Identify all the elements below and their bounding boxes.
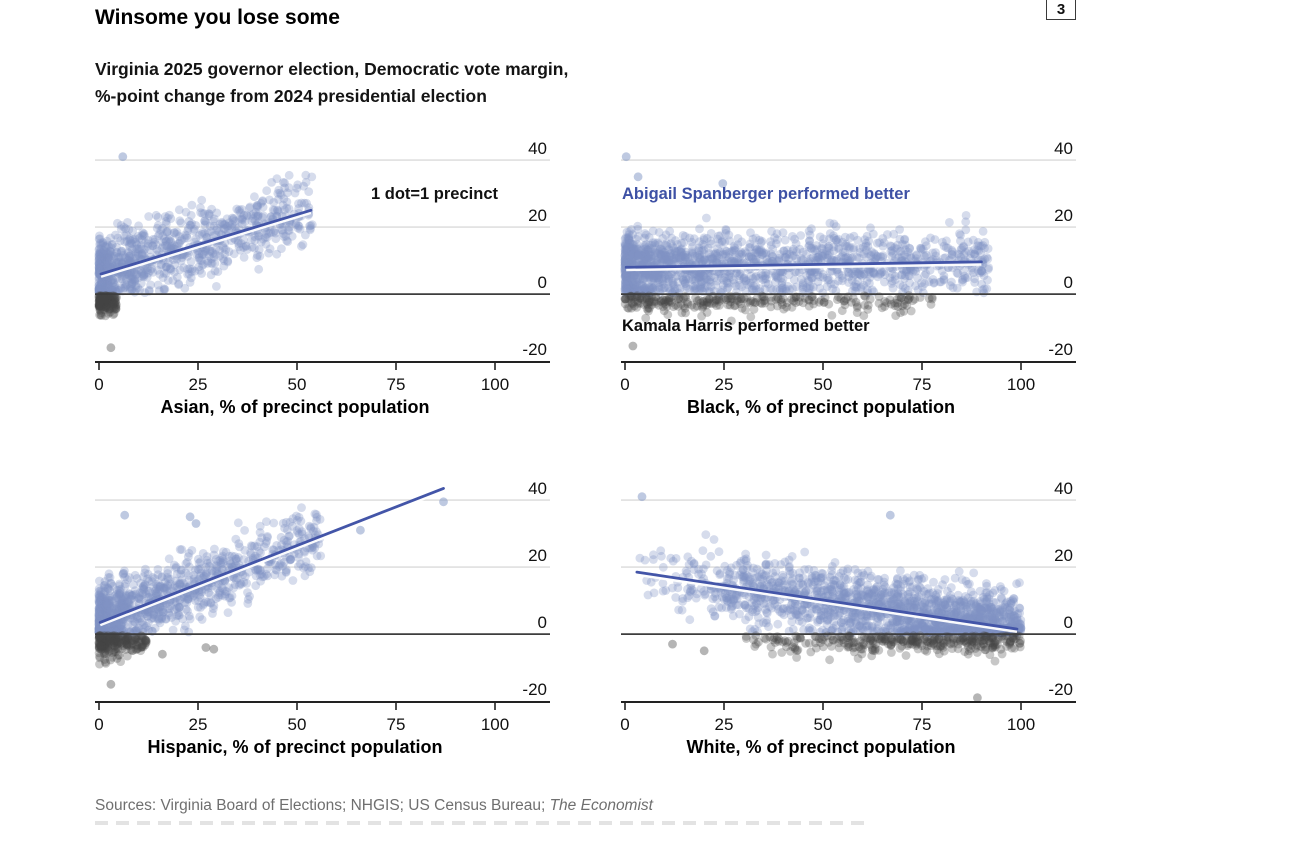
x-tick-label: 50 [287, 375, 307, 394]
chart-asian-plot [95, 141, 550, 393]
chart-subtitle [95, 56, 1290, 109]
y-axis-labels [1048, 479, 1073, 699]
x-tick-label: 25 [188, 715, 208, 734]
chart-hispanic-plot-area [95, 481, 550, 733]
x-tick-label: 75 [386, 375, 406, 394]
x-tick-label: 50 [813, 715, 833, 734]
y-tick-label: 40 [1054, 139, 1073, 159]
chart-hispanic-plot [95, 481, 550, 733]
chart-title: Winsome you lose some [95, 6, 340, 29]
y-axis-labels [522, 479, 547, 699]
subtitle-line-2: %-point change from 2024 presidential election [95, 85, 487, 106]
chart-asian [95, 141, 550, 418]
y-tick-label: 20 [528, 546, 547, 566]
axis-label-hispanic: Hispanic, % of precinct population [147, 737, 443, 757]
y-tick-label: -20 [1048, 680, 1073, 700]
y-axis-labels [522, 139, 547, 359]
chart-hispanic [95, 481, 550, 758]
charts-grid [95, 141, 1290, 758]
y-tick-label: 0 [1063, 273, 1073, 293]
x-tick-label: 0 [620, 375, 630, 394]
y-tick-label: 20 [1054, 206, 1073, 226]
y-tick-label: 0 [537, 613, 547, 633]
y-tick-label: 20 [1054, 546, 1073, 566]
chart-black-plot-area [621, 141, 1076, 393]
annotation-spanberger-better: Abigail Spanberger performed better [622, 185, 910, 203]
y-tick-label: 40 [528, 139, 547, 159]
y-axis-labels [1048, 139, 1073, 359]
x-axis [620, 702, 1076, 734]
annotation-harris-better: Kamala Harris performed better [622, 317, 870, 335]
sources-economist: The Economist [549, 797, 653, 814]
page-number: 3 [1056, 1, 1066, 18]
x-tick-label: 100 [1006, 375, 1036, 394]
scatter-dots [636, 492, 1026, 702]
chart-white-plot [621, 481, 1076, 733]
x-tick-label: 0 [94, 375, 104, 394]
x-tick-label: 25 [714, 715, 734, 734]
x-tick-label: 25 [188, 375, 208, 394]
page-number-badge[interactable] [1046, 0, 1076, 20]
x-tick-label: 100 [1006, 715, 1036, 734]
trend-casing [100, 491, 443, 625]
y-tick-label: 40 [528, 479, 547, 499]
sources-line [95, 797, 1290, 815]
y-tick-label: 20 [528, 206, 547, 226]
subtitle-line-1: Virginia 2025 governor election, Democratic vote margin, [95, 59, 569, 79]
chart-asian-plot-area [95, 141, 550, 393]
x-tick-label: 50 [813, 375, 833, 394]
x-tick-label: 75 [912, 715, 932, 734]
chart-black [621, 141, 1076, 418]
x-tick-label: 100 [480, 375, 510, 394]
x-tick-label: 0 [620, 715, 630, 734]
annotation-dot-note: 1 dot=1 precinct [371, 185, 498, 203]
y-tick-label: -20 [1048, 340, 1073, 360]
scatter-dots [95, 152, 317, 352]
chart-white-plot-area [621, 481, 1076, 733]
y-tick-label: 40 [1054, 479, 1073, 499]
x-axis [620, 362, 1076, 394]
chart-black-plot [621, 141, 1076, 393]
x-tick-label: 75 [386, 715, 406, 734]
x-tick-label: 25 [714, 375, 734, 394]
y-tick-label: 0 [1063, 613, 1073, 633]
axis-label-black: Black, % of precinct population [686, 397, 956, 417]
x-tick-label: 75 [912, 375, 932, 394]
chart-white [621, 481, 1076, 758]
y-tick-label: 0 [537, 273, 547, 293]
x-tick-label: 0 [94, 715, 104, 734]
axis-label-white: White, % of precinct population [686, 737, 956, 757]
y-tick-label: -20 [522, 340, 547, 360]
sources-text: Sources: Virginia Board of Elections; NHGIS; US Census Bureau; [95, 797, 550, 814]
x-axis [94, 702, 550, 734]
scatter-dots [95, 497, 448, 688]
axis-label-asian: Asian, % of precinct population [160, 397, 430, 417]
trend-line [100, 488, 443, 622]
cropped-text-remnant [95, 821, 867, 825]
x-axis [94, 362, 550, 394]
x-tick-label: 50 [287, 715, 307, 734]
y-tick-label: -20 [522, 680, 547, 700]
x-tick-label: 100 [480, 715, 510, 734]
